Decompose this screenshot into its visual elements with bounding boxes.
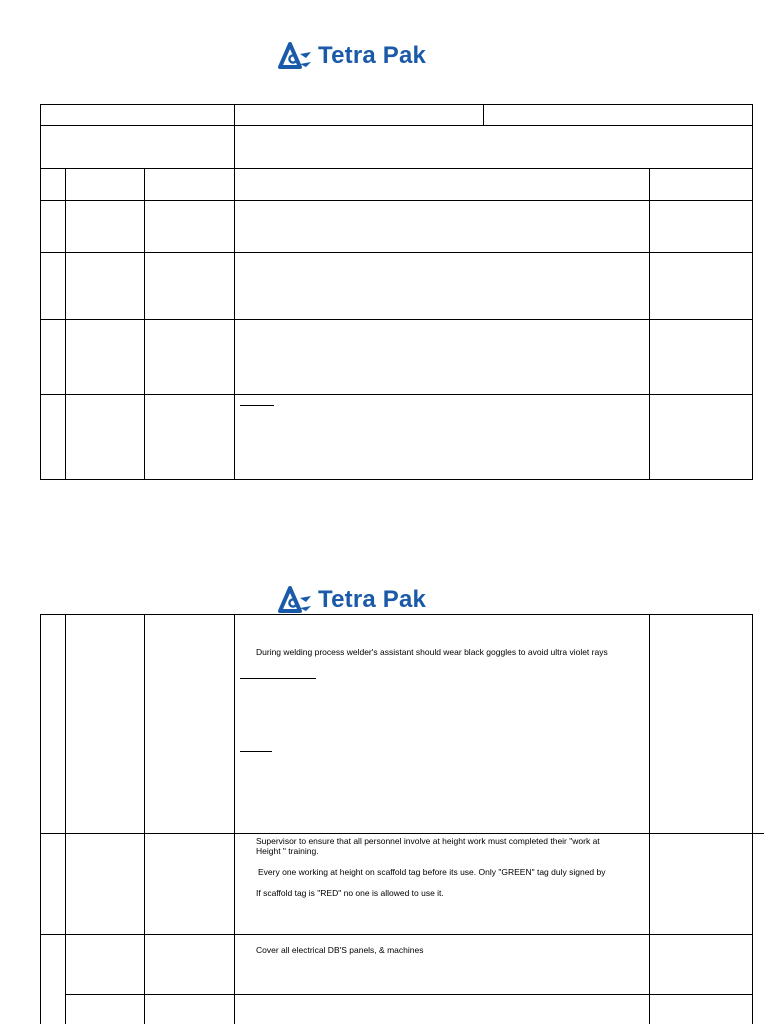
table-rule [649, 614, 650, 1024]
scaffold-green-tag-text: Every one working at height on scaffold tag before its use. Only "GREEN" tag duly signed by [258, 867, 606, 877]
logo-text: Tetra Pak [318, 42, 427, 69]
height-training-text-cont: Height " training. [256, 846, 319, 856]
table-rule [40, 252, 753, 253]
tetra-pak-logo [278, 586, 426, 614]
underline-mark [240, 678, 316, 679]
table-rule [40, 104, 753, 105]
table-rule [40, 833, 764, 834]
cover-electrical-text: Cover all electrical DB'S panels, & machines [256, 945, 424, 955]
tetra-pak-triangle-icon [278, 586, 314, 614]
table-rule [752, 104, 753, 480]
height-training-text: Supervisor to ensure that all personnel involve at height work must completed their "work at [256, 836, 600, 846]
logo-text: Tetra Pak [318, 586, 427, 613]
scaffold-red-tag-text: If scaffold tag is "RED" no one is allowed to use it. [256, 888, 444, 898]
table-rule [65, 168, 66, 480]
underline-mark [240, 405, 274, 406]
table-rule [144, 168, 145, 480]
table-rule [752, 614, 753, 1024]
table-rule [40, 104, 41, 480]
table-rule [40, 934, 753, 935]
welding-goggles-text: During welding process welder's assistant should wear black goggles to avoid ultra violet rays [256, 647, 608, 657]
table-rule [234, 614, 235, 1024]
table-rule [483, 104, 484, 126]
table-rule [40, 168, 753, 169]
tetra-pak-triangle-icon [278, 42, 314, 70]
table-rule [144, 614, 145, 1024]
table-rule [40, 479, 753, 480]
table-rule [40, 319, 753, 320]
underline-mark [240, 751, 272, 752]
tetra-pak-logo [278, 42, 426, 70]
table-rule [40, 200, 753, 201]
table-rule [40, 614, 753, 615]
table-rule [40, 125, 753, 126]
table-rule [40, 394, 753, 395]
table-rule [234, 104, 235, 480]
table-rule [65, 614, 66, 1024]
table-rule [40, 614, 41, 1024]
table-rule [649, 168, 650, 480]
